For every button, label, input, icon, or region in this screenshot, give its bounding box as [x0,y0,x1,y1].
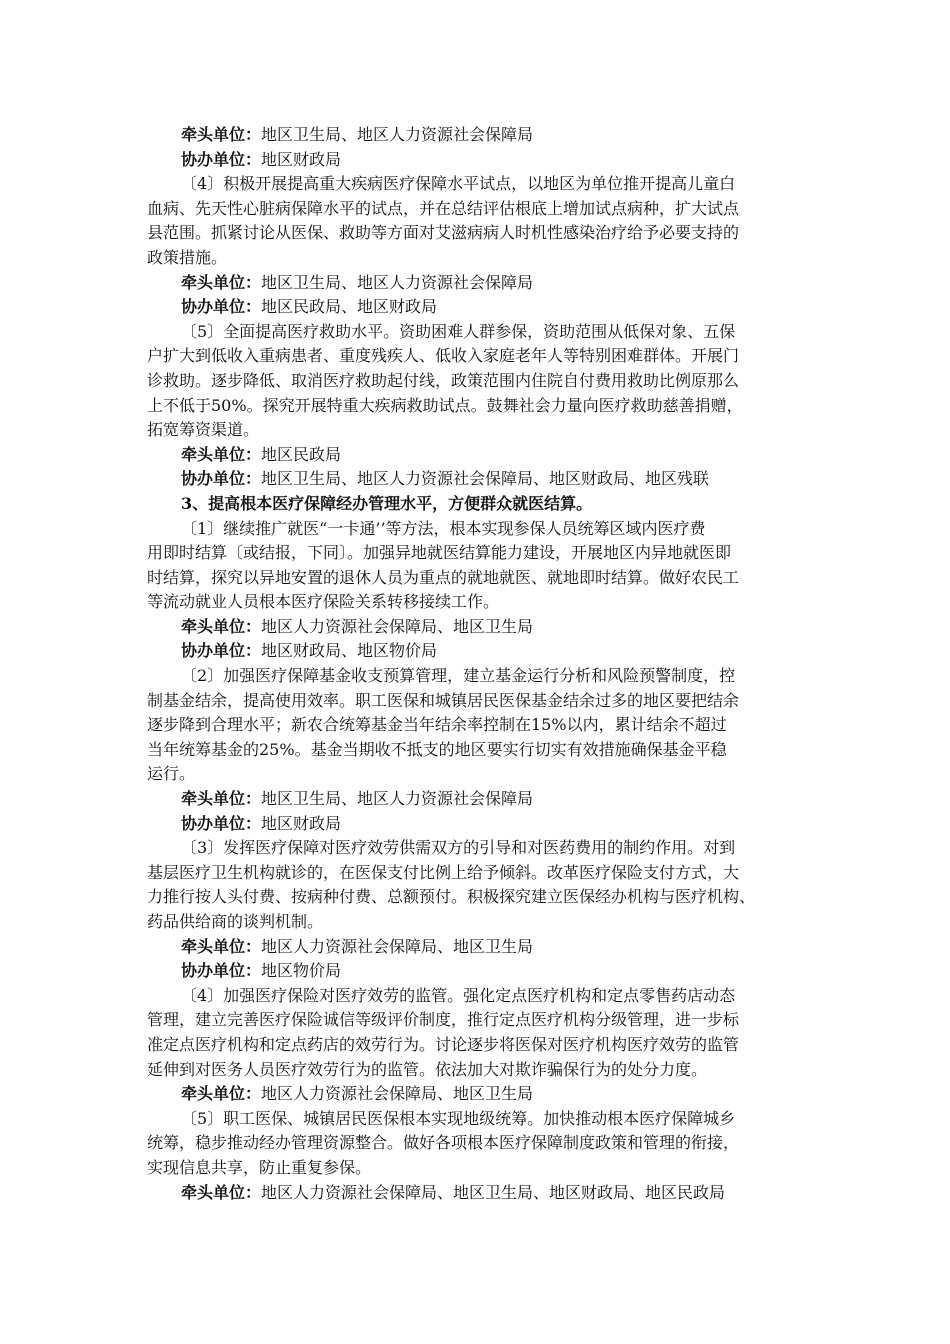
assignment-value: 地区民政局 [261,444,342,464]
assignment-label: 牵头单位： [181,1182,262,1202]
section-heading: 3、提高根本医疗保障经办管理水平，方便群众就医结算。 [181,493,593,513]
assignment-value: 地区卫生局、地区人力资源社会保障局 [261,272,534,292]
assignment-line [147,615,815,640]
paragraph-line: 当年统筹基金的25%。基金当期收不抵支的地区要实行切实有效措施确保基金平稳 [147,739,727,759]
paragraph-line: 用即时结算〔或结报，下同〕。加强异地就医结算能力建设，开展地区内异地就医即 [147,543,732,563]
assignment-label: 协办单位： [181,813,262,833]
assignment-label: 牵头单位： [181,444,262,464]
assignment-line [147,812,815,837]
assignment-label: 牵头单位： [181,272,262,292]
assignment-label: 牵头单位： [181,1084,262,1104]
assignment-line [147,467,815,492]
document-body [147,123,815,1205]
assignment-line [147,271,815,296]
paragraph-line: 〔5〕职工医保、城镇居民医保根本实现地级统筹。加快推动根本医疗保障城乡 [181,1108,736,1128]
assignment-label: 牵头单位： [181,789,262,809]
paragraph-line: 延伸到对医务人员医疗效劳行为的监管。依法加大对欺诈骗保行为的处分力度。 [147,1059,708,1079]
assignment-value: 地区卫生局、地区人力资源社会保障局 [261,789,534,809]
paragraph-line: 基层医疗卫生机构就诊的，在医保支付比例上给予倾斜。改革医疗保险支付方式，大 [147,862,740,882]
assignment-value: 地区财政局 [261,149,342,169]
paragraph-line: 运行。 [147,764,196,784]
assignment-label: 协办单位： [181,469,262,489]
paragraph-line: 力推行按人头付费、按病种付费、总额预付。积极探究建立医保经办机构与医疗机构、 [147,887,756,907]
assignment-line [147,148,815,173]
assignment-line [147,787,815,812]
paragraph-line: 政策措施。 [147,247,228,267]
assignment-line [147,295,815,320]
paragraph-line: 〔4〕积极开展提高重大疾病医疗保障水平试点，以地区为单位推开提高儿童白 [181,174,736,194]
paragraph-line: 〔4〕加强医疗保险对医疗效劳的监管。强化定点医疗机构和定点零售药店动态 [181,985,736,1005]
assignment-label: 协办单位： [181,149,262,169]
assignment-line [147,1181,815,1206]
assignment-label: 协办单位： [181,297,262,317]
paragraph-line: 〔1〕继续推广就医“一卡通’’等方法，根本实现参保人员统筹区域内医疗费 [181,518,706,538]
assignment-line [147,1082,815,1107]
assignment-label: 牵头单位： [181,125,262,144]
assignment-label: 牵头单位： [181,616,262,636]
assignment-value: 地区人力资源社会保障局、地区卫生局 [261,936,534,956]
assignment-value: 地区民政局、地区财政局 [261,297,438,317]
paragraph-line: 县范围。抓紧讨论从医保、救助等方面对艾滋病病人时机性感染治疗给予必要支持的 [147,223,740,243]
paragraph-line: 诊救助。逐步降低、取消医疗救助起付线，政策范围内住院自付费用救助比例原那么 [147,370,740,390]
assignment-value: 地区物价局 [261,961,342,981]
paragraph-line: 〔2〕加强医疗保障基金收支预算管理，建立基金运行分析和风险预警制度，控 [181,666,736,686]
assignment-value: 地区卫生局、地区人力资源社会保障局、地区财政局、地区残联 [261,469,710,489]
assignment-value: 地区人力资源社会保障局、地区卫生局、地区财政局、地区民政局 [261,1182,726,1202]
assignment-label: 牵头单位： [181,936,262,956]
paragraph-line: 血病、先天性心脏病保障水平的试点，并在总结评估根底上增加试点病种，扩大试点 [147,198,740,218]
assignment-value: 地区财政局 [261,813,342,833]
assignment-value: 地区人力资源社会保障局、地区卫生局 [261,616,534,636]
paragraph-line: 拓宽筹资渠道。 [147,420,260,440]
paragraph-line: 制基金结余，提高使用效率。职工医保和城镇居民医保基金结余过多的地区要把结余 [147,690,740,710]
assignment-line [147,959,815,984]
assignment-line [147,123,815,148]
assignment-label: 协办单位： [181,641,262,661]
paragraph-line: 药品供给商的谈判机制。 [147,912,324,931]
assignment-value: 地区人力资源社会保障局、地区卫生局 [261,1084,534,1104]
paragraph-line: 〔5〕全面提高医疗救助水平。资助困难人群参保，资助范围从低保对象、五保 [181,321,736,341]
paragraph-line: 管理，建立完善医疗保险诚信等级评价制度，推行定点医疗机构分级管理，进一步标 [147,1010,740,1030]
assignment-line [147,935,815,960]
paragraph-line: 时结算，探究以异地安置的退休人员为重点的就地就医、就地即时结算。做好农民工 [147,567,740,587]
assignment-line [147,639,815,664]
assignment-value: 地区卫生局、地区人力资源社会保障局 [261,125,534,144]
paragraph-line: 上不低于50%。探究开展特重大疾病救助试点。鼓舞社会力量向医疗救助慈善捐赠， [147,395,743,415]
paragraph-line: 逐步降到合理水平；新农合统筹基金当年结余率控制在15%以内，累计结余不超过 [147,715,727,735]
paragraph-line: 等流动就业人员根本医疗保险关系转移接续工作。 [147,592,500,612]
assignment-value: 地区财政局、地区物价局 [261,641,438,661]
paragraph-line: 户扩大到低收入重病患者、重度残疾人、低收入家庭老年人等特别困难群体。开展门 [147,346,740,366]
paragraph-line: 准定点医疗机构和定点药店的效劳行为。讨论逐步将医保对医疗机构医疗效劳的监管 [147,1034,740,1054]
paragraph-line: 统筹，稳步推动经办管理资源整合。做好各项根本医疗保障制度政策和管理的衔接， [147,1133,740,1153]
paragraph-line: 实现信息共享，防止重复参保。 [147,1157,372,1177]
paragraph-line: 〔3〕发挥医疗保障对医疗效劳供需双方的引导和对医药费用的制约作用。对到 [181,838,736,858]
assignment-label: 协办单位： [181,961,262,981]
assignment-line [147,443,815,468]
